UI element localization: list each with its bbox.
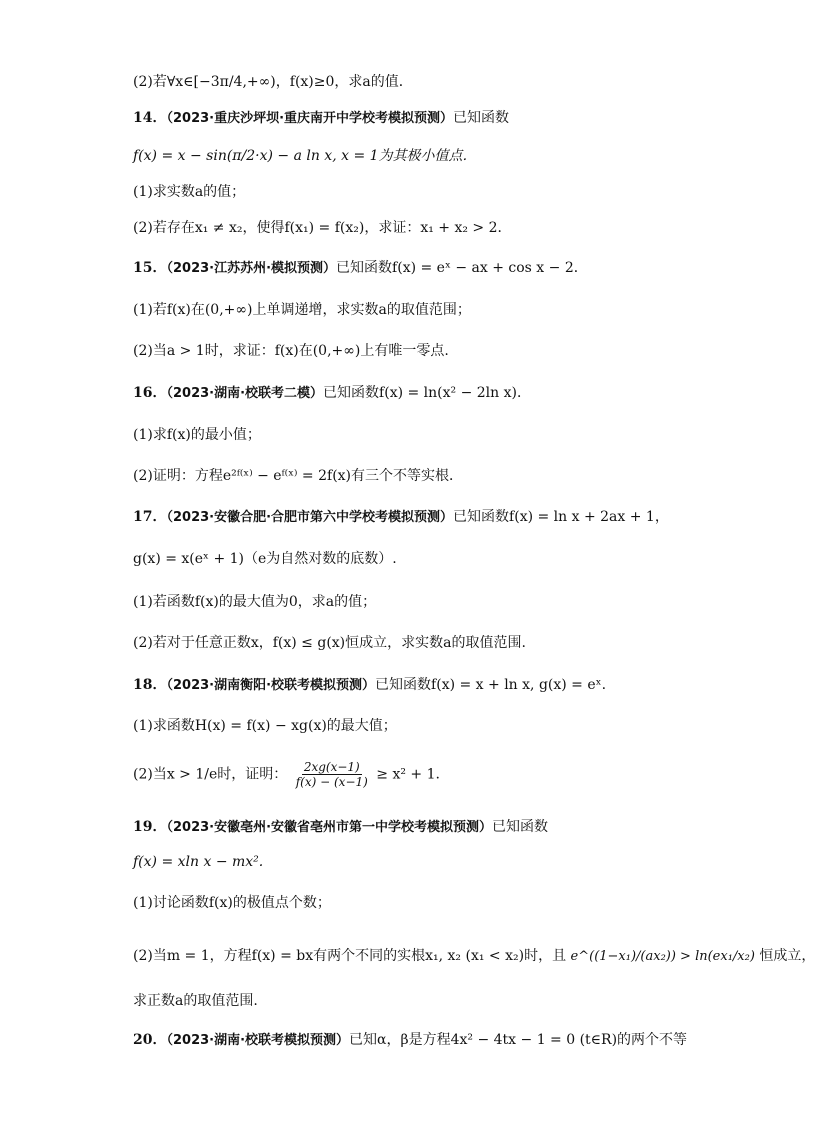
q14-source: （2023·重庆沙坪坝·重庆南开中学校考模拟预测） xyxy=(166,111,454,126)
q16-header xyxy=(133,383,531,404)
q14-part1-text: (1)求实数a的值； xyxy=(133,184,246,200)
q18-fraction-denominator: f(x) − (x−1) xyxy=(295,775,368,789)
q20-header xyxy=(133,1030,687,1051)
q14-function-text: f(x) = x − sin(π/2·x) − a ln x, x = 1为其极小值点． xyxy=(133,148,477,164)
q17-part2 xyxy=(133,633,526,653)
q14-part1 xyxy=(133,182,245,202)
q15-part2-text: (2)当a > 1时，求证：f(x)在(0,+∞)上有唯一零点. xyxy=(133,343,449,359)
q19-inequality: e^((1−x₁)/(ax₂)) > ln(ex₁/x₂) xyxy=(570,949,755,964)
q15-source: （2023·江苏苏州·模拟预测） xyxy=(166,261,337,276)
q19-part2-tail: 恒成立， xyxy=(759,948,815,964)
q17-source: （2023·安徽合肥·合肥市第六中学校考模拟预测） xyxy=(166,510,454,525)
q18-part2-tail: ≥ x² + 1. xyxy=(376,766,440,783)
q16-part1-text: (1)求f(x)的最小值； xyxy=(133,427,261,443)
q17-part1-text: (1)若函数f(x)的最大值为0，求a的值； xyxy=(133,594,377,610)
q17-intro: 已知函数f(x) = ln x + 2ax + 1， xyxy=(453,509,669,525)
q15-number: 15． xyxy=(133,260,167,276)
q17-part1 xyxy=(133,592,376,612)
q14-function xyxy=(133,146,477,166)
q15-part2 xyxy=(133,341,449,361)
q14-header xyxy=(133,108,509,129)
q18-part1 xyxy=(133,716,397,736)
q20-number: 20． xyxy=(133,1032,167,1048)
q19-header xyxy=(133,817,548,838)
q17-definition xyxy=(133,549,397,569)
q19-part2-text: (2)当m = 1，方程f(x) = bx有两个不同的实根x₁, x₂ (x₁ < x₂)时，且 xyxy=(133,948,567,964)
q19-source: （2023·安徽亳州·安徽省亳州市第一中学校考模拟预测） xyxy=(166,820,493,835)
q19-part1 xyxy=(133,893,331,913)
q20-intro: 已知α，β是方程4x² − 4tx − 1 = 0 (t∈R)的两个不等 xyxy=(349,1032,688,1048)
q14-number: 14． xyxy=(133,110,167,126)
q17-part2-text: (2)若对于任意正数x，f(x) ≤ g(x)恒成立，求实数a的取值范围. xyxy=(133,635,526,651)
q15-part1-text: (1)若f(x)在(0,+∞)上单调递增，求实数a的取值范围； xyxy=(133,302,471,318)
q19-number: 19． xyxy=(133,819,167,835)
q18-number: 18． xyxy=(133,677,167,693)
q16-part1 xyxy=(133,425,261,445)
q16-intro: 已知函数f(x) = ln(x² − 2ln x)． xyxy=(323,385,531,401)
q13-part2 xyxy=(133,72,413,92)
q18-part1-text: (1)求函数H(x) = f(x) − xg(x)的最大值； xyxy=(133,718,397,734)
q19-function xyxy=(133,852,263,872)
q19-part2-cont xyxy=(133,991,258,1011)
q14-part2 xyxy=(133,218,512,238)
q18-fraction-numerator: 2xg(x−1) xyxy=(303,760,360,774)
q19-intro: 已知函数 xyxy=(492,819,549,835)
q14-intro: 已知函数 xyxy=(453,110,510,126)
q14-part2-text: (2)若存在x₁ ≠ x₂，使得f(x₁) = f(x₂)，求证：x₁ + x₂ > 2． xyxy=(133,220,512,236)
q16-part2 xyxy=(133,466,463,486)
q16-number: 16． xyxy=(133,385,167,401)
q16-part2-text: (2)证明：方程e²ᶠ⁽ˣ⁾ − eᶠ⁽ˣ⁾ = 2f(x)有三个不等实根． xyxy=(133,468,464,484)
q19-part2-cont-text: 求正数a的取值范围. xyxy=(133,993,258,1009)
q18-intro: 已知函数f(x) = x + ln x, g(x) = eˣ. xyxy=(375,677,607,693)
q15-part1 xyxy=(133,300,471,320)
q15-header xyxy=(133,258,588,279)
q18-part2 xyxy=(133,760,440,789)
q19-function-text: f(x) = xln x − mx². xyxy=(133,854,264,870)
q20-source: （2023·湖南·校联考模拟预测） xyxy=(166,1033,350,1048)
q17-number: 17． xyxy=(133,509,167,525)
q18-header xyxy=(133,675,606,696)
q18-fraction xyxy=(294,760,370,789)
q17-header xyxy=(133,507,669,528)
q19-part1-text: (1)讨论函数f(x)的极值点个数； xyxy=(133,895,331,911)
q18-source: （2023·湖南衡阳·校联考模拟预测） xyxy=(166,678,376,693)
q15-intro: 已知函数f(x) = eˣ − ax + cos x − 2． xyxy=(336,260,588,276)
q13-part2-text: (2)若∀x∈[−3π/4,+∞)，f(x)≥0，求a的值． xyxy=(133,74,413,90)
q17-definition-text: g(x) = x(eˣ + 1)（e为自然对数的底数）. xyxy=(133,551,397,567)
q19-part2 xyxy=(133,946,815,967)
q16-source: （2023·湖南·校联考二模） xyxy=(166,386,324,401)
q18-part2-text: (2)当x > 1/e时，证明： xyxy=(133,766,288,783)
